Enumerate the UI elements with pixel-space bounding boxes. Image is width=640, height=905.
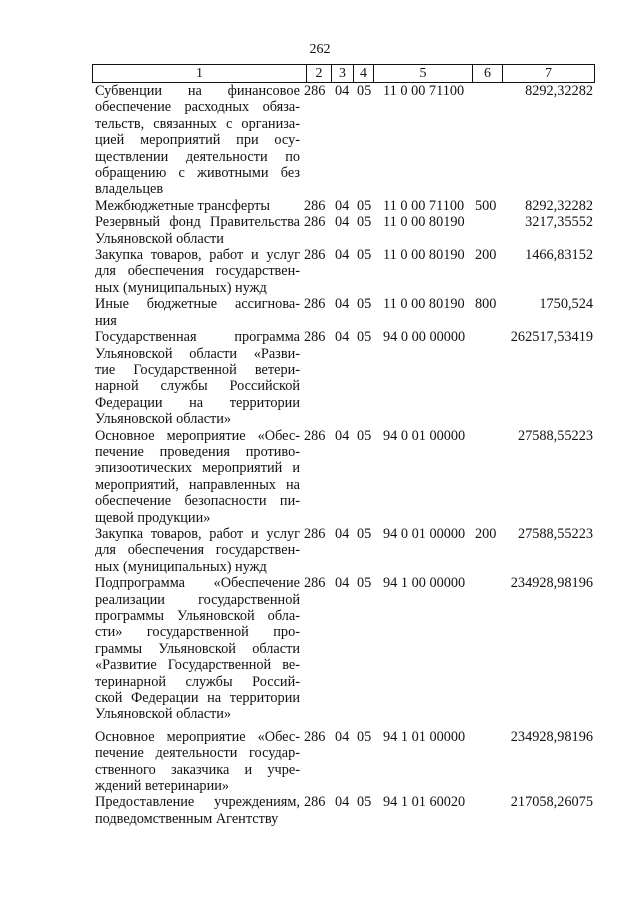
description-line: ных (муниципальных) нужд: [95, 279, 267, 296]
description-line: Государственная программа: [95, 329, 300, 346]
description-line: печение деятельности государ-: [95, 745, 300, 762]
subsection-code: 05: [357, 427, 372, 444]
section-code: 04: [335, 296, 350, 313]
table-row: [0, 794, 640, 827]
description-line: для обеспечения государствен-: [95, 263, 300, 280]
ministry-code: 286: [304, 575, 326, 592]
target-article-code: 94 1 01 00000: [383, 728, 466, 745]
subsection-code: 05: [357, 329, 372, 346]
row-description: [95, 247, 300, 296]
subsection-code: 05: [357, 728, 372, 745]
row-description: [95, 526, 300, 575]
description-line: Ульяновской области»: [95, 411, 232, 428]
table-row: [0, 428, 640, 526]
target-article-code: 94 1 00 00000: [383, 575, 466, 592]
column-header-5: 5: [374, 65, 473, 83]
description-line: Предоставление учреждениям,: [95, 794, 300, 811]
amount: 3217,35552: [525, 214, 593, 231]
column-header-row: [93, 65, 595, 83]
ministry-code: 286: [304, 525, 326, 542]
description-line: ных (муниципальных) нужд: [95, 558, 267, 575]
target-article-code: 11 0 00 80190: [383, 247, 465, 264]
description-line: ственного заказчика и учре-: [95, 761, 300, 778]
amount: 8292,32282: [525, 83, 593, 99]
description-line: ской Федерации на территории: [95, 690, 300, 707]
row-description: [95, 296, 300, 329]
description-line: ния: [95, 312, 117, 329]
amount: 217058,26075: [510, 794, 593, 811]
expense-type-code: 200: [475, 525, 497, 542]
target-article-code: 11 0 00 71100: [383, 197, 465, 214]
ministry-code: 286: [304, 427, 326, 444]
table-row: [0, 526, 640, 575]
ministry-code: 286: [304, 794, 326, 811]
description-line: Ульяновской области»: [95, 706, 232, 723]
row-description: [95, 575, 300, 723]
amount: 234928,98196: [510, 728, 593, 745]
amount: 262517,53419: [510, 329, 593, 346]
ministry-code: 286: [304, 247, 326, 264]
section-code: 04: [335, 728, 350, 745]
subsection-code: 05: [357, 575, 372, 592]
description-line: печение проведения противо-: [95, 443, 300, 460]
column-header-1: 1: [93, 65, 307, 83]
description-line: обращению с животными без: [95, 165, 300, 182]
description-line: для обеспечения государствен-: [95, 542, 300, 559]
description-line: Ульяновской области «Разви-: [95, 345, 300, 362]
ministry-code: 286: [304, 296, 326, 313]
description-line: Подпрограмма «Обеспечение: [95, 575, 300, 592]
section-code: 04: [335, 525, 350, 542]
row-description: [95, 428, 300, 526]
amount: 234928,98196: [510, 575, 593, 592]
description-line: Иные бюджетные ассигнова-: [95, 296, 300, 313]
description-line: щевой продукции»: [95, 509, 211, 526]
description-line: теринарной службы Россий-: [95, 673, 300, 690]
description-line: ществлении деятельности по: [95, 148, 300, 165]
section-code: 04: [335, 794, 350, 811]
description-line: Субвенции на финансовое: [95, 83, 300, 99]
description-line: нарной службы Российской: [95, 378, 300, 395]
description-line: владельцев: [95, 181, 164, 198]
target-article-code: 94 0 01 00000: [383, 525, 466, 542]
expense-type-code: 200: [475, 247, 497, 264]
section-code: 04: [335, 427, 350, 444]
table-row: [0, 247, 640, 296]
row-description: [95, 794, 300, 827]
table-row: [0, 729, 640, 795]
subsection-code: 05: [357, 83, 372, 99]
row-description: [95, 329, 300, 427]
expense-type-code: 800: [475, 296, 497, 313]
section-code: 04: [335, 329, 350, 346]
target-article-code: 11 0 00 80190: [383, 296, 465, 313]
subsection-code: 05: [357, 525, 372, 542]
description-line: тельств, связанных с организа-: [95, 115, 300, 132]
column-header-4: 4: [354, 65, 374, 83]
row-description: [95, 729, 300, 795]
column-header-7: 7: [503, 65, 595, 83]
section-code: 04: [335, 83, 350, 99]
section-code: 04: [335, 247, 350, 264]
description-line: обеспечение расходных обяза-: [95, 99, 300, 116]
table-row: [0, 83, 640, 198]
subsection-code: 05: [357, 794, 372, 811]
target-article-code: 11 0 00 80190: [383, 214, 465, 231]
table-row: [0, 198, 640, 214]
ministry-code: 286: [304, 83, 326, 99]
ministry-code: 286: [304, 197, 326, 214]
ministry-code: 286: [304, 214, 326, 231]
description-line: Закупка товаров, работ и услуг: [95, 525, 300, 542]
subsection-code: 05: [357, 296, 372, 313]
table-row: [0, 329, 640, 427]
row-description: [95, 214, 300, 247]
description-line: сти» государственной про-: [95, 624, 300, 641]
subsection-code: 05: [357, 247, 372, 264]
page-number: 262: [309, 42, 331, 57]
description-line: программы Ульяновской обла-: [95, 608, 300, 624]
subsection-code: 05: [357, 214, 372, 231]
amount: 8292,32282: [525, 197, 593, 214]
ministry-code: 286: [304, 329, 326, 346]
amount: 1466,83152: [525, 247, 593, 264]
description-line: «Развитие Государственной ве-: [95, 657, 300, 674]
target-article-code: 11 0 00 71100: [383, 83, 465, 99]
description-line: граммы Ульяновской области: [95, 640, 300, 657]
description-line: Закупка товаров, работ и услуг: [95, 247, 300, 264]
section-code: 04: [335, 575, 350, 592]
column-header-3: 3: [332, 65, 354, 83]
table-row: [0, 296, 640, 329]
description-line: цией мероприятий при осу-: [95, 132, 300, 149]
target-article-code: 94 0 01 00000: [383, 427, 466, 444]
table-row: [0, 575, 640, 723]
description-line: обеспечение безопасности пи-: [95, 493, 300, 510]
description-line: эпизоотических мероприятий и: [95, 460, 300, 477]
description-line: мероприятий, направленных на: [95, 476, 300, 493]
ministry-code: 286: [304, 728, 326, 745]
section-code: 04: [335, 197, 350, 214]
description-line: Федерации на территории: [95, 394, 300, 411]
amount: 27588,55223: [517, 427, 593, 444]
column-header-6: 6: [473, 65, 503, 83]
budget-table-body: [0, 83, 640, 827]
expense-type-code: 500: [475, 197, 497, 214]
description-line: ждений ветеринарии»: [95, 778, 230, 795]
description-line: Основное мероприятие «Обес-: [95, 427, 300, 444]
column-header-table: [92, 64, 595, 83]
amount: 27588,55223: [517, 525, 593, 542]
column-header-2: 2: [307, 65, 332, 83]
amount: 1750,524: [539, 296, 593, 313]
description-line: Межбюджетные трансферты: [95, 197, 271, 214]
subsection-code: 05: [357, 197, 372, 214]
section-code: 04: [335, 214, 350, 231]
description-line: Основное мероприятие «Обес-: [95, 728, 300, 745]
row-description: [95, 198, 300, 214]
description-line: Ульяновской области: [95, 230, 224, 247]
description-line: реализации государственной: [95, 591, 300, 608]
table-row: [0, 214, 640, 247]
description-line: подведомственным Агентству: [95, 810, 279, 827]
description-line: Резервный фонд Правительства: [95, 214, 300, 231]
description-line: тие Государственной ветери-: [95, 361, 300, 378]
target-article-code: 94 1 01 60020: [383, 794, 466, 811]
row-description: [95, 83, 300, 198]
target-article-code: 94 0 00 00000: [383, 329, 466, 346]
